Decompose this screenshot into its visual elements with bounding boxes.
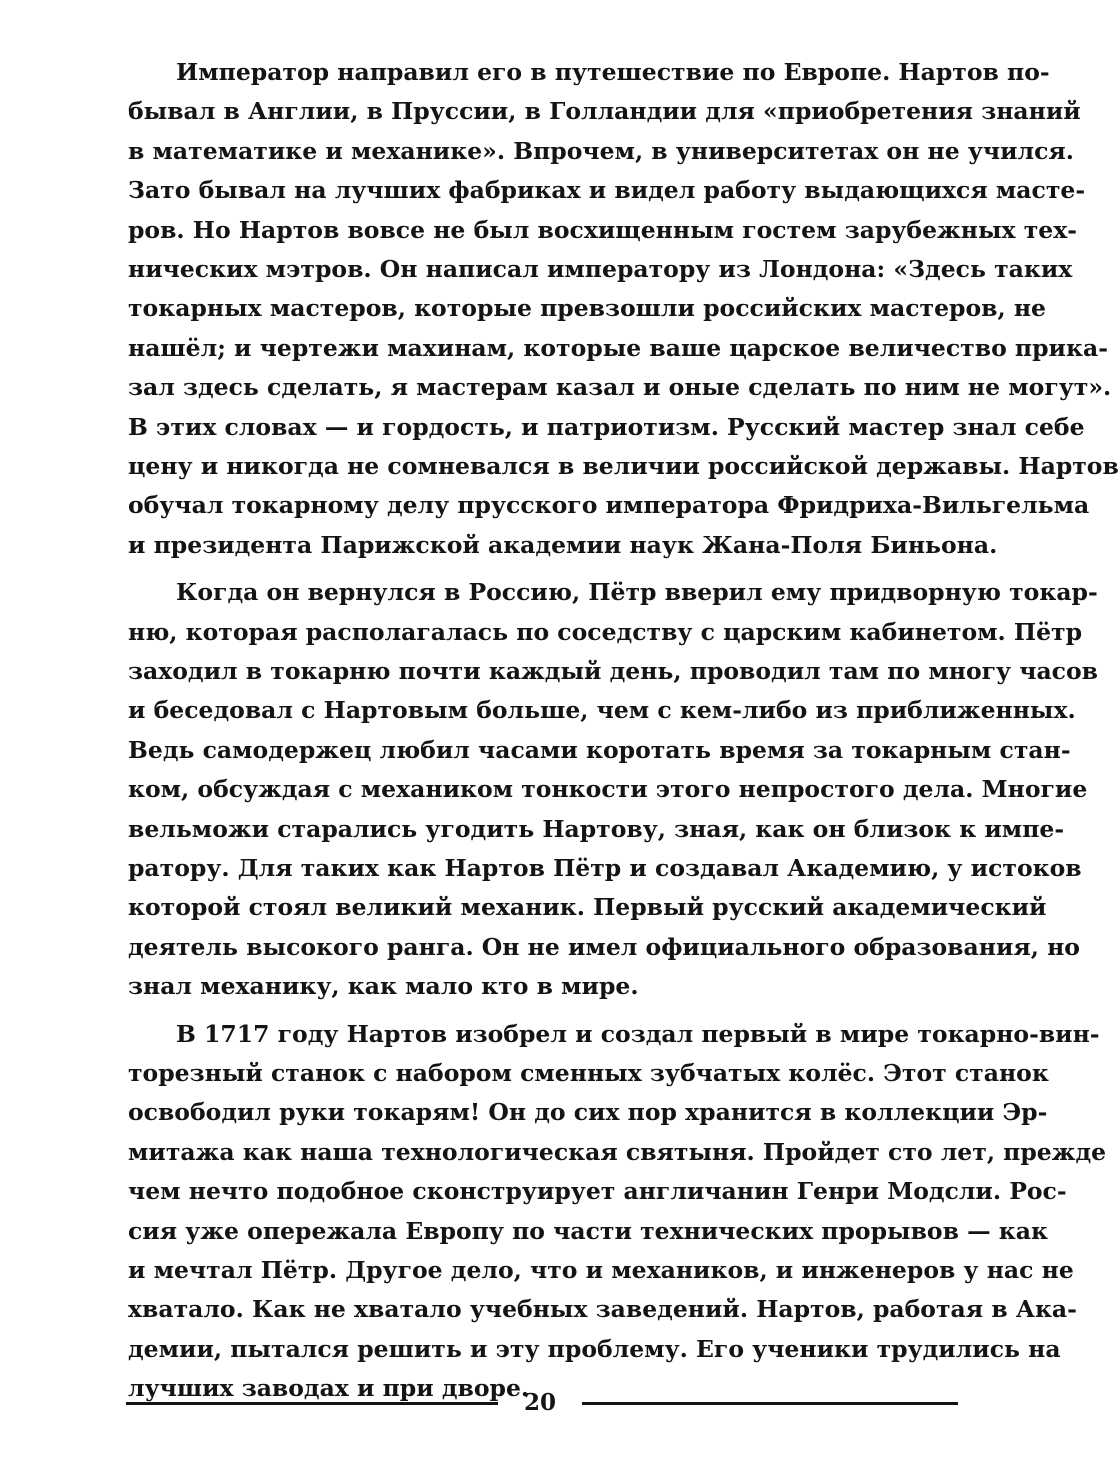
text-line: бывал в Англии, в Пруссии, в Голландии для «приобретения знаний: [128, 97, 1081, 125]
text-line: В 1717 году Нартов изобрел и создал первый в мире токарно-вин-: [176, 1020, 1100, 1048]
text-line: Когда он вернулся в Россию, Пётр вверил ему придворную токар-: [176, 578, 1098, 606]
text-line: и президента Парижской академии наук Жана-Поля Биньона.: [128, 531, 998, 559]
text-line: сия уже опережала Европу по части технических прорывов — как: [128, 1217, 1048, 1245]
text-line: и беседовал с Нартовым больше, чем с кем-либо из приближенных.: [128, 696, 1076, 724]
text-line: лучших заводах и при дворе.: [128, 1374, 530, 1402]
text-line: хватало. Как не хватало учебных заведений. Нартов, работая в Ака-: [128, 1295, 1077, 1323]
text-line: ратору. Для таких как Нартов Пётр и создавал Академию, у истоков: [128, 854, 1082, 882]
text-line: знал механику, как мало кто в мире.: [128, 972, 639, 1000]
text-line: в математике и механике». Впрочем, в университетах он не учился.: [128, 137, 1074, 165]
text-line: Ведь самодержец любил часами коротать время за токарным стан-: [128, 736, 1071, 764]
text-line: цену и никогда не сомневался в величии российской державы. Нартов: [128, 452, 1119, 480]
footer-rule-right: [582, 1402, 958, 1405]
text-line: нашёл; и чертежи махинам, которые ваше царское величество прика-: [128, 334, 1108, 362]
text-line: демии, пытался решить и эту проблему. Его ученики трудились на: [128, 1335, 1061, 1363]
text-line: ком, обсуждая с механиком тонкости этого непростого дела. Многие: [128, 775, 1088, 803]
text-line: ню, которая располагалась по соседству с царским кабинетом. Пётр: [128, 618, 1083, 646]
footer-rule-left: [126, 1402, 498, 1405]
text-line: зал здесь сделать, я мастерам казал и оные сделать по ним не могут».: [128, 373, 1112, 401]
text-line: и мечтал Пётр. Другое дело, что и механиков, и инженеров у нас не: [128, 1256, 1074, 1284]
text-line: которой стоял великий механик. Первый русский академический: [128, 893, 1047, 921]
text-line: Зато бывал на лучших фабриках и видел работу выдающихся масте-: [128, 176, 1086, 204]
text-line: Император направил его в путешествие по Европе. Нартов по-: [176, 58, 1050, 86]
text-line: ров. Но Нартов вовсе не был восхищенным гостем зарубежных тех-: [128, 216, 1078, 244]
text-line: обучал токарному делу прусского императора Фридриха-Вильгельма: [128, 491, 1090, 519]
text-line: торезный станок с набором сменных зубчатых колёс. Этот станок: [128, 1059, 1049, 1087]
text-line: заходил в токарню почти каждый день, проводил там по многу часов: [128, 657, 1098, 685]
text-line: освободил руки токарям! Он до сих пор хранится в коллекции Эр-: [128, 1098, 1048, 1126]
text-line: вельможи старались угодить Нартову, зная, как он близок к импе-: [128, 815, 1065, 843]
text-line: митажа как наша технологическая святыня. Пройдет сто лет, прежде: [128, 1138, 1107, 1166]
text-line: В этих словах — и гордость, и патриотизм. Русский мастер знал себе: [128, 413, 1085, 441]
text-line: деятель высокого ранга. Он не имел официального образования, но: [128, 933, 1080, 961]
page-number: 20: [523, 1389, 556, 1416]
text-line: чем нечто подобное сконструирует англичанин Генри Модсли. Рос-: [128, 1177, 1067, 1205]
text-line: нических мэтров. Он написал императору из Лондона: «Здесь таких: [128, 255, 1073, 283]
text-line: токарных мастеров, которые превзошли российских мастеров, не: [128, 294, 1046, 322]
